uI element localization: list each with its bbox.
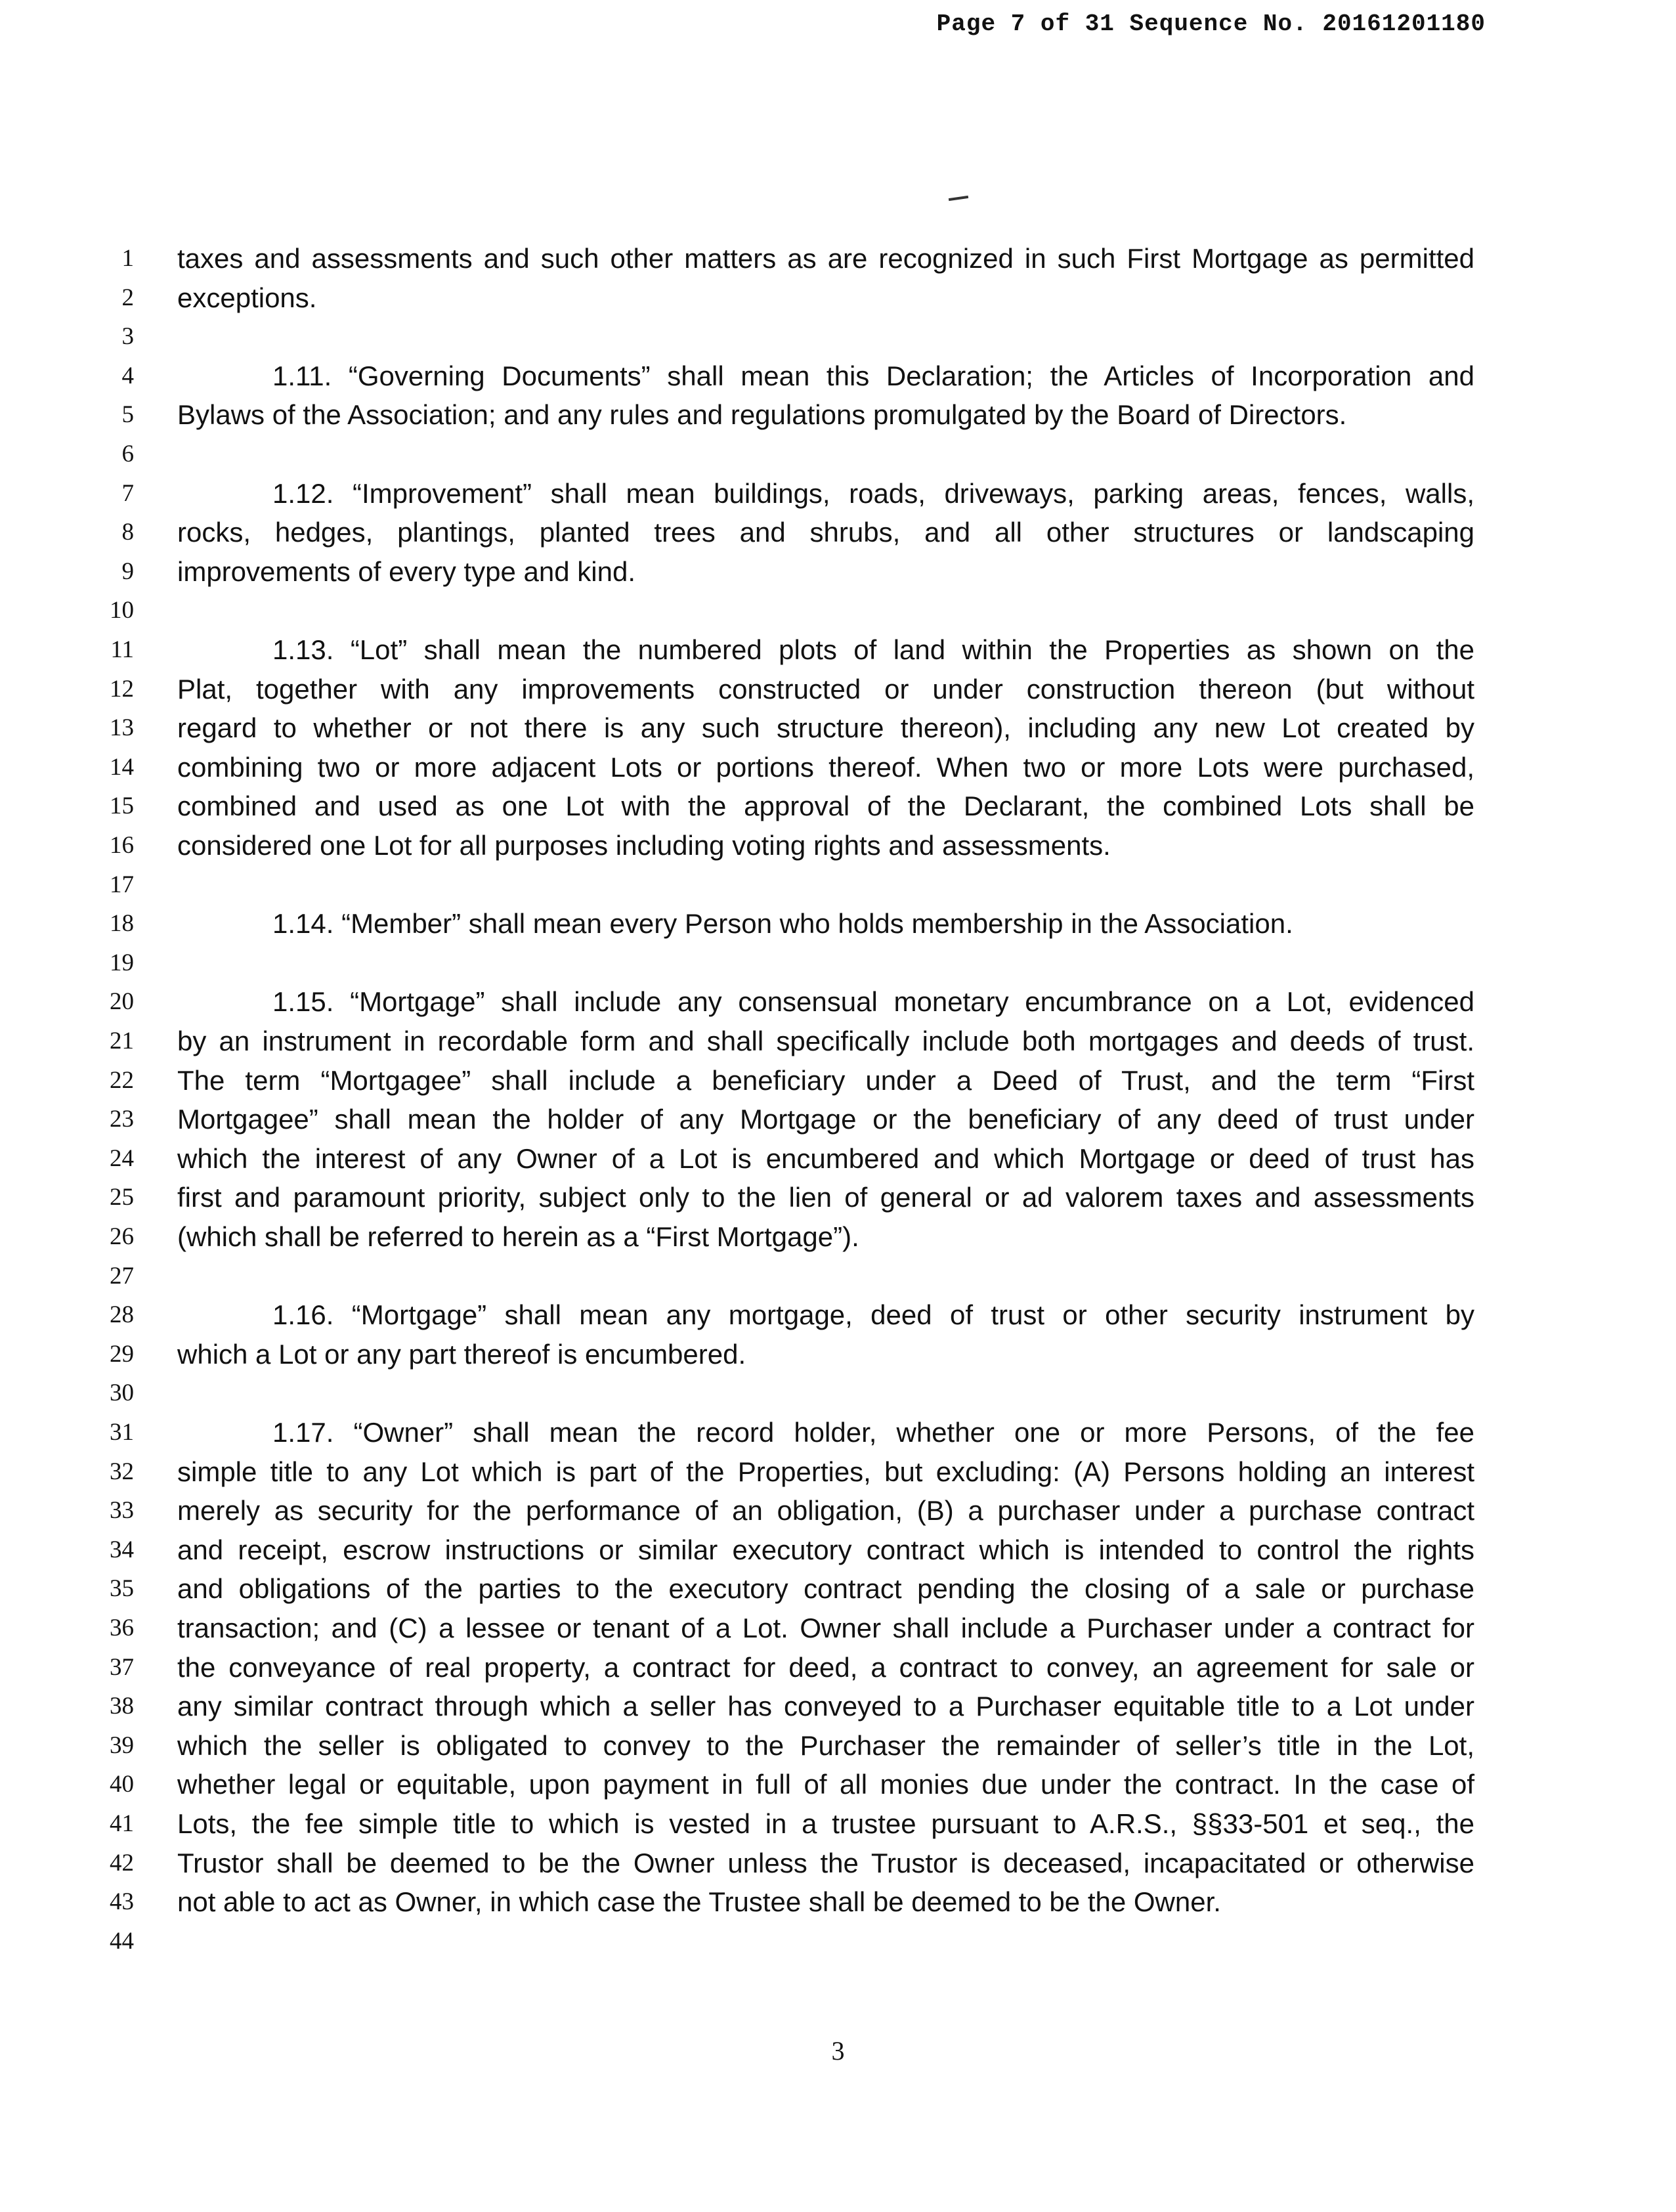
document-line [0, 709, 1676, 747]
line-number: 12 [110, 675, 134, 703]
line-number: 35 [110, 1575, 134, 1603]
document-line [0, 1335, 1676, 1374]
line-number: 33 [110, 1497, 134, 1525]
document-line [0, 1257, 1676, 1295]
line-text: whether legal or equitable, upon payment in full of all monies due under the contract. In the case of [177, 1769, 1474, 1800]
line-number: 15 [110, 792, 134, 820]
document-line [0, 1649, 1676, 1687]
line-text: first and paramount priority, subject only to the lien of general or ad valorem taxes and assessments [177, 1182, 1474, 1213]
line-text: Bylaws of the Association; and any rules and regulations promulgated by the Board of Directors. [177, 399, 1347, 431]
line-text: simple title to any Lot which is part of the Properties, but excluding: (A) Persons holding an interest [177, 1456, 1474, 1487]
line-text: which the interest of any Owner of a Lot is encumbered and which Mortgage or deed of trust has [177, 1142, 1474, 1174]
line-text: (which shall be referred to herein as a “First Mortgage”). [177, 1221, 859, 1252]
line-text: taxes and assessments and such other matters as are recognized in such First Mortgage as permitted [177, 243, 1474, 274]
line-number: 44 [110, 1927, 134, 1955]
line-number: 32 [110, 1458, 134, 1485]
line-number: 17 [110, 871, 134, 898]
document-line [0, 1922, 1676, 1961]
document-line [0, 1570, 1676, 1608]
document-line [0, 1414, 1676, 1452]
line-number: 30 [110, 1379, 134, 1407]
line-text: 1.14. “Member” shall mean every Person who holds membership in the Association. [272, 908, 1293, 940]
page-number: 3 [831, 2036, 845, 2066]
document-line [0, 592, 1676, 630]
document-line [0, 1805, 1676, 1843]
line-number: 26 [110, 1223, 134, 1250]
document-line [0, 787, 1676, 825]
line-text: the conveyance of real property, a contract for deed, a contract to convey, an agreement for sale or [177, 1651, 1474, 1683]
line-number: 24 [110, 1144, 134, 1172]
document-line [0, 1492, 1676, 1530]
line-number: 21 [110, 1028, 134, 1054]
line-text: which the seller is obligated to convey to the Purchaser the remainder of seller’s title in the Lot, [177, 1729, 1474, 1761]
line-text: any similar contract through which a seller has conveyed to a Purchaser equitable title to a Lot under [177, 1691, 1474, 1722]
line-text: Mortgagee” shall mean the holder of any Mortgage or the beneficiary of any deed of trust under [177, 1104, 1474, 1135]
line-text: merely as security for the performance of an obligation, (B) a purchaser under a purchase contract [177, 1495, 1474, 1527]
document-line [0, 1374, 1676, 1412]
line-number: 41 [110, 1810, 134, 1837]
document-line [0, 1844, 1676, 1882]
line-number: 19 [110, 949, 134, 976]
document-line [0, 670, 1676, 708]
document-line [0, 1140, 1676, 1178]
line-text: rocks, hedges, plantings, planted trees and shrubs, and all other structures or landscaping [177, 517, 1474, 548]
document-line [0, 357, 1676, 395]
line-text: combining two or more adjacent Lots or portions thereof. When two or more Lots were purchased, [177, 751, 1474, 783]
line-text: combined and used as one Lot with the approval of the Declarant, the combined Lots shall be [177, 791, 1474, 822]
document-line [0, 553, 1676, 591]
document-line [0, 435, 1676, 473]
line-number: 6 [121, 441, 134, 467]
line-number: 37 [110, 1653, 134, 1681]
document-line [0, 240, 1676, 278]
line-text: 1.16. “Mortgage” shall mean any mortgage, deed of trust or other security instrument by [272, 1299, 1474, 1331]
line-text: 1.12. “Improvement” shall mean buildings, roads, driveways, parking areas, fences, walls, [272, 477, 1474, 509]
line-number: 9 [121, 557, 134, 585]
document-line [0, 827, 1676, 865]
document-line [0, 905, 1676, 943]
line-text: exceptions. [177, 282, 317, 313]
line-number: 10 [110, 597, 134, 624]
line-number: 20 [110, 988, 134, 1016]
document-line [0, 1218, 1676, 1256]
line-number: 42 [110, 1849, 134, 1876]
line-text: improvements of every type and kind. [177, 555, 636, 587]
line-text: not able to act as Owner, in which case the Trustee shall be deemed to be the Owner. [177, 1886, 1221, 1918]
line-number: 36 [110, 1615, 134, 1641]
line-number: 13 [110, 714, 134, 742]
line-number: 28 [110, 1301, 134, 1329]
line-number: 22 [110, 1066, 134, 1094]
line-text: 1.13. “Lot” shall mean the numbered plots of land within the Properties as shown on the [272, 634, 1474, 665]
line-text: and obligations of the parties to the executory contract pending the closing of a sale or purchase [177, 1573, 1474, 1605]
line-text: by an instrument in recordable form and shall specifically include both mortgages and deeds of trust. [177, 1026, 1474, 1056]
document-line [0, 1296, 1676, 1334]
document-line [0, 1687, 1676, 1725]
line-text: transaction; and (C) a lessee or tenant of a Lot. Owner shall include a Purchaser under a contract for [177, 1613, 1474, 1643]
line-number: 8 [121, 519, 134, 546]
document-line [0, 1179, 1676, 1217]
document-line [0, 983, 1676, 1021]
line-text: regard to whether or not there is any such structure thereon), including any new Lot created by [177, 712, 1474, 744]
line-text: considered one Lot for all purposes including voting rights and assessments. [177, 830, 1111, 861]
line-number: 2 [121, 284, 134, 311]
document-line [0, 866, 1676, 904]
line-number: 1 [121, 245, 134, 272]
document-line [0, 1062, 1676, 1100]
line-number: 25 [110, 1184, 134, 1211]
document-line [0, 396, 1676, 434]
document-line [0, 513, 1676, 552]
document-line [0, 1609, 1676, 1647]
document-line [0, 1022, 1676, 1060]
line-text: The term “Mortgagee” shall include a beneficiary under a Deed of Trust, and the term “First [177, 1064, 1474, 1096]
document-line [0, 279, 1676, 317]
line-number: 38 [110, 1693, 134, 1720]
line-text: Trustor shall be deemed to be the Owner unless the Trustor is deceased, incapacitated or otherwise [177, 1847, 1474, 1878]
line-number: 40 [110, 1771, 134, 1798]
line-text: and receipt, escrow instructions or similar executory contract which is intended to control the rights [177, 1534, 1474, 1565]
line-number: 3 [121, 323, 134, 351]
line-text: 1.15. “Mortgage” shall include any consensual monetary encumbrance on a Lot, evidenced [272, 986, 1474, 1018]
line-text: which a Lot or any part thereof is encumbered. [177, 1338, 746, 1370]
document-line [0, 1727, 1676, 1765]
document-line [0, 631, 1676, 669]
line-number: 16 [110, 832, 134, 859]
line-text: 1.11. “Governing Documents” shall mean this Declaration; the Articles of Incorporation and [272, 360, 1474, 391]
line-number: 39 [110, 1731, 134, 1759]
document-line [0, 1766, 1676, 1804]
document-line [0, 1453, 1676, 1491]
line-number: 43 [110, 1888, 134, 1916]
scan-mark [949, 196, 968, 201]
line-number: 29 [110, 1340, 134, 1368]
line-number: 23 [110, 1106, 134, 1133]
document-line [0, 944, 1676, 982]
document-line [0, 475, 1676, 513]
document-line [0, 1531, 1676, 1569]
line-text: Lots, the fee simple title to which is vested in a trustee pursuant to A.R.S., §§33-501 et seq., the [177, 1808, 1474, 1839]
document-line [0, 748, 1676, 787]
page-header: Page 7 of 31 Sequence No. 20161201180 [936, 11, 1486, 37]
line-number: 14 [110, 753, 134, 781]
line-number: 27 [110, 1262, 134, 1290]
line-number: 31 [110, 1419, 134, 1446]
line-number: 11 [110, 636, 134, 663]
line-text: 1.17. “Owner” shall mean the record holder, whether one or more Persons, of the fee [272, 1417, 1474, 1448]
document-line [0, 1883, 1676, 1921]
line-number: 5 [121, 401, 134, 429]
line-number: 4 [121, 362, 134, 389]
line-number: 18 [110, 910, 134, 938]
line-number: 34 [110, 1536, 134, 1563]
line-text: Plat, together with any improvements constructed or under construction thereon (but without [177, 673, 1474, 705]
document-line [0, 1100, 1676, 1139]
line-number: 7 [121, 479, 134, 507]
document-line [0, 318, 1676, 356]
